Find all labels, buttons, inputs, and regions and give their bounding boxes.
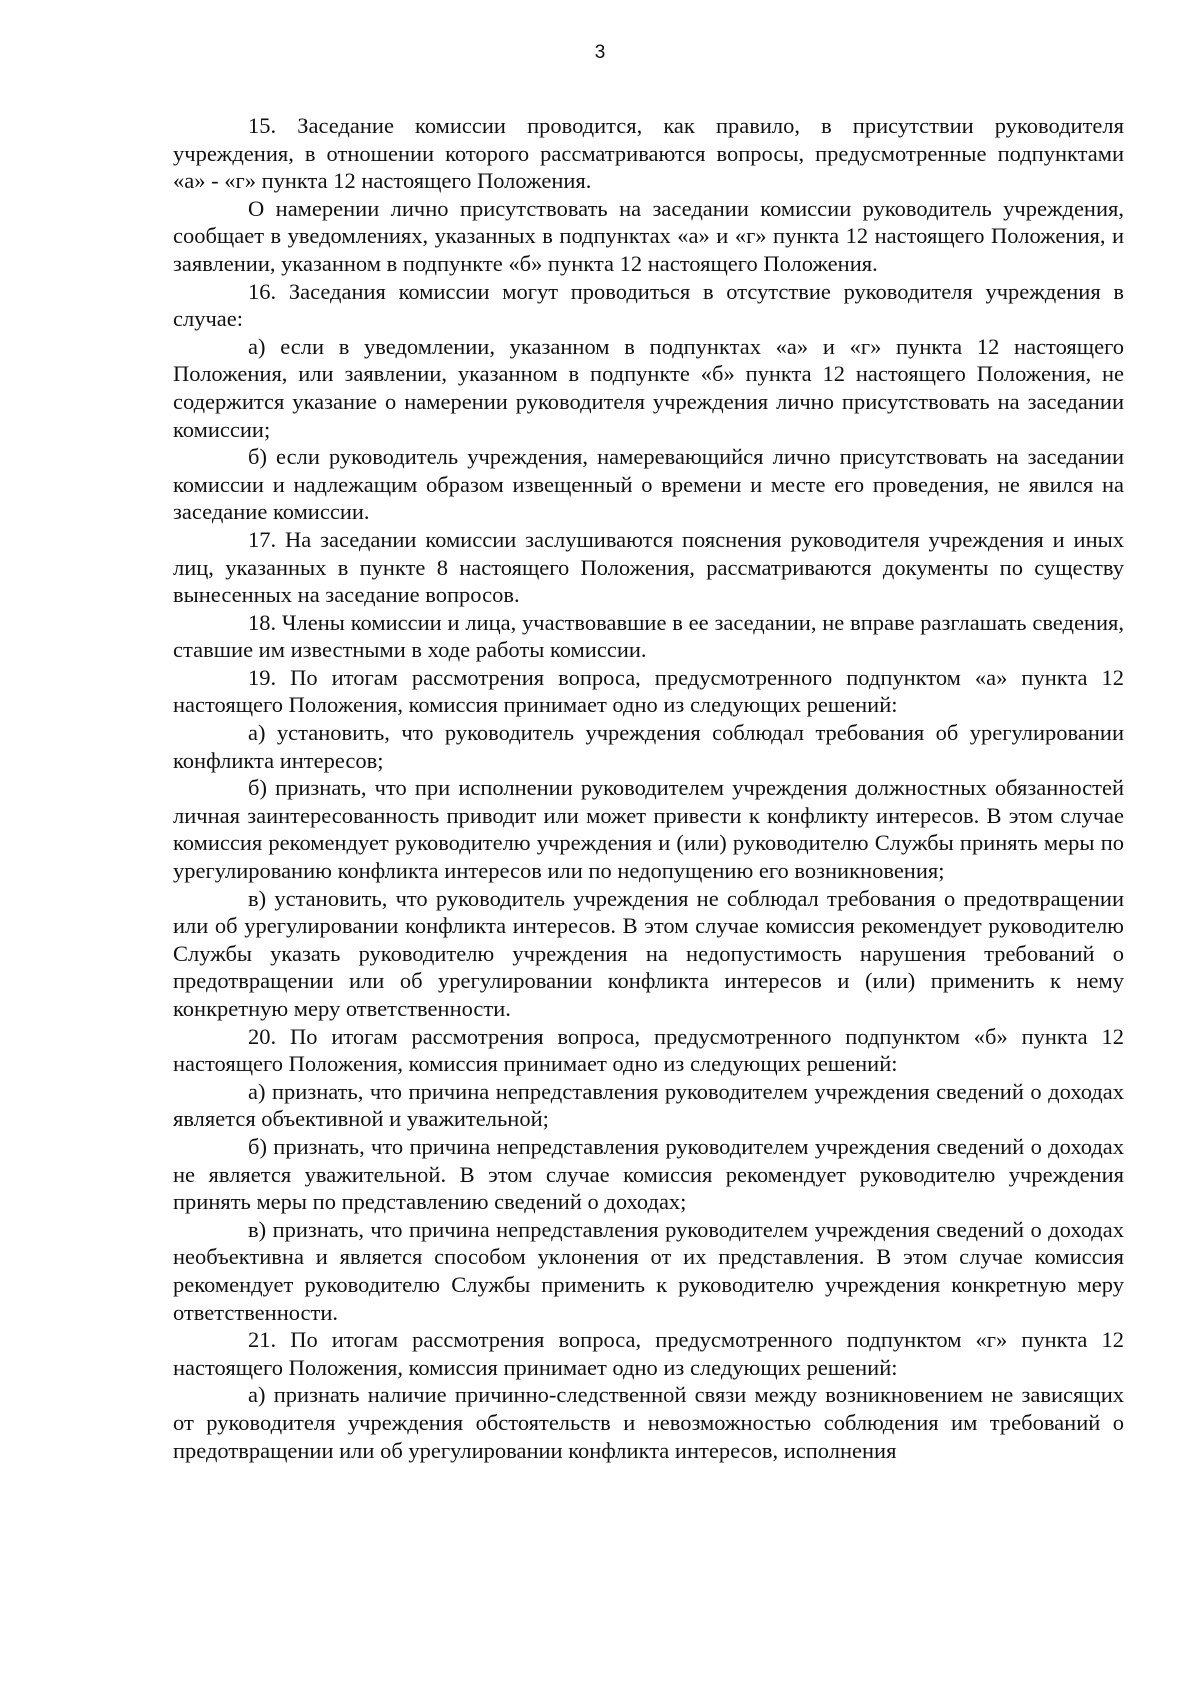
paragraph-20-a: а) признать, что причина непредставления руководителем учреждения сведений о доходах является объективной и уважительной;: [173, 1078, 1124, 1132]
paragraph-18: 18. Члены комиссии и лица, участвовавшие в ее заседании, не вправе разглашать сведения, ставшие им известными в ходе работы комиссии.: [173, 609, 1124, 663]
paragraph-21: 21. По итогам рассмотрения вопроса, предусмотренного подпунктом «г» пункта 12 настоящего Положения, комиссия принимает одно из следующих решений:: [173, 1327, 1124, 1380]
paragraph-16-a: а) если в уведомлении, указанном в подпунктах «а» и «г» пункта 12 настоящего Положения, или заявлении, указанном в подпункте «б» пункта 12 настоящего Положения, не содержится указание о намерении руководителя учреждения лично присутствовать на заседании комиссии;: [173, 333, 1124, 442]
page-number: 3: [594, 42, 606, 63]
paragraph-15-intent: О намерении лично присутствовать на заседании комиссии руководитель учреждения, сообщает в уведомлениях, указанных в подпунктах «а» и «г» пункта 12 настоящего Положения, и заявлении, указанном в подпункте «б» пункта 12 настоящего Положения.: [173, 195, 1124, 276]
paragraph-19-a: а) установить, что руководитель учреждения соблюдал требования об урегулировании конфликта интересов;: [173, 720, 1124, 773]
paragraph-17: 17. На заседании комиссии заслушиваются пояснения руководителя учреждения и иных лиц, указанных в пункте 8 настоящего Положения, рассматриваются документы по существу вынесенных на заседание вопросов.: [173, 526, 1124, 608]
document-body: [173, 112, 1124, 1464]
paragraph-19-b: б) признать, что при исполнении руководителем учреждения должностных обязанностей личная заинтересованность приводит или может привести к конфликту интересов. В этом случае комиссия рекомендует руководителю учреждения и (или) руководителю Службы принять меры по урегулированию конфликта интересов или по недопущению его возникновения;: [173, 775, 1124, 884]
paragraph-19: 19. По итогам рассмотрения вопроса, предусмотренного подпунктом «а» пункта 12 настоящего Положения, комиссия принимает одно из следующих решений:: [173, 664, 1124, 718]
paragraph-21-a: а) признать наличие причинно-следственной связи между возникновением не зависящих от руководителя учреждения обстоятельств и невозможностью соблюдения им требований о предотвращении или об урегулировании конфликта интересов, исполнения: [173, 1382, 1124, 1463]
paragraph-15: 15. Заседание комиссии проводится, как правило, в присутствии руководителя учреждения, в отношении которого рассматриваются вопросы, предусмотренные подпунктами «а» - «г» пункта 12 настоящего Положения.: [173, 113, 1124, 194]
paragraph-20-v: в) признать, что причина непредставления руководителем учреждения сведений о доходах необъективна и является способом уклонения от их представления. В этом случае комиссия рекомендует руководителю Службы применить к руководителю учреждения конкретную меру ответственности.: [173, 1216, 1124, 1325]
paragraph-19-v: в) установить, что руководитель учреждения не соблюдал требования о предотвращении или об урегулировании конфликта интересов. В этом случае комиссия рекомендует руководителю Службы указать руководителю учреждения на недопустимость нарушения требований о предотвращении или об урегулировании конфликта интересов и (или) применить к нему конкретную меру ответственности.: [173, 885, 1124, 1021]
paragraph-20: 20. По итогам рассмотрения вопроса, предусмотренного подпунктом «б» пункта 12 настоящего Положения, комиссия принимает одно из следующих решений:: [173, 1023, 1124, 1077]
paragraph-16-b: б) если руководитель учреждения, намеревающийся лично присутствовать на заседании комиссии и надлежащим образом извещенный о времени и месте его проведения, не явился на заседание комиссии.: [173, 444, 1124, 525]
paragraph-20-b: б) признать, что причина непредставления руководителем учреждения сведений о доходах не является уважительной. В этом случае комиссия рекомендует руководителю учреждения принять меры по представлению сведений о доходах;: [173, 1133, 1124, 1215]
paragraph-16: 16. Заседания комиссии могут проводиться в отсутствие руководителя учреждения в случае:: [173, 278, 1124, 332]
